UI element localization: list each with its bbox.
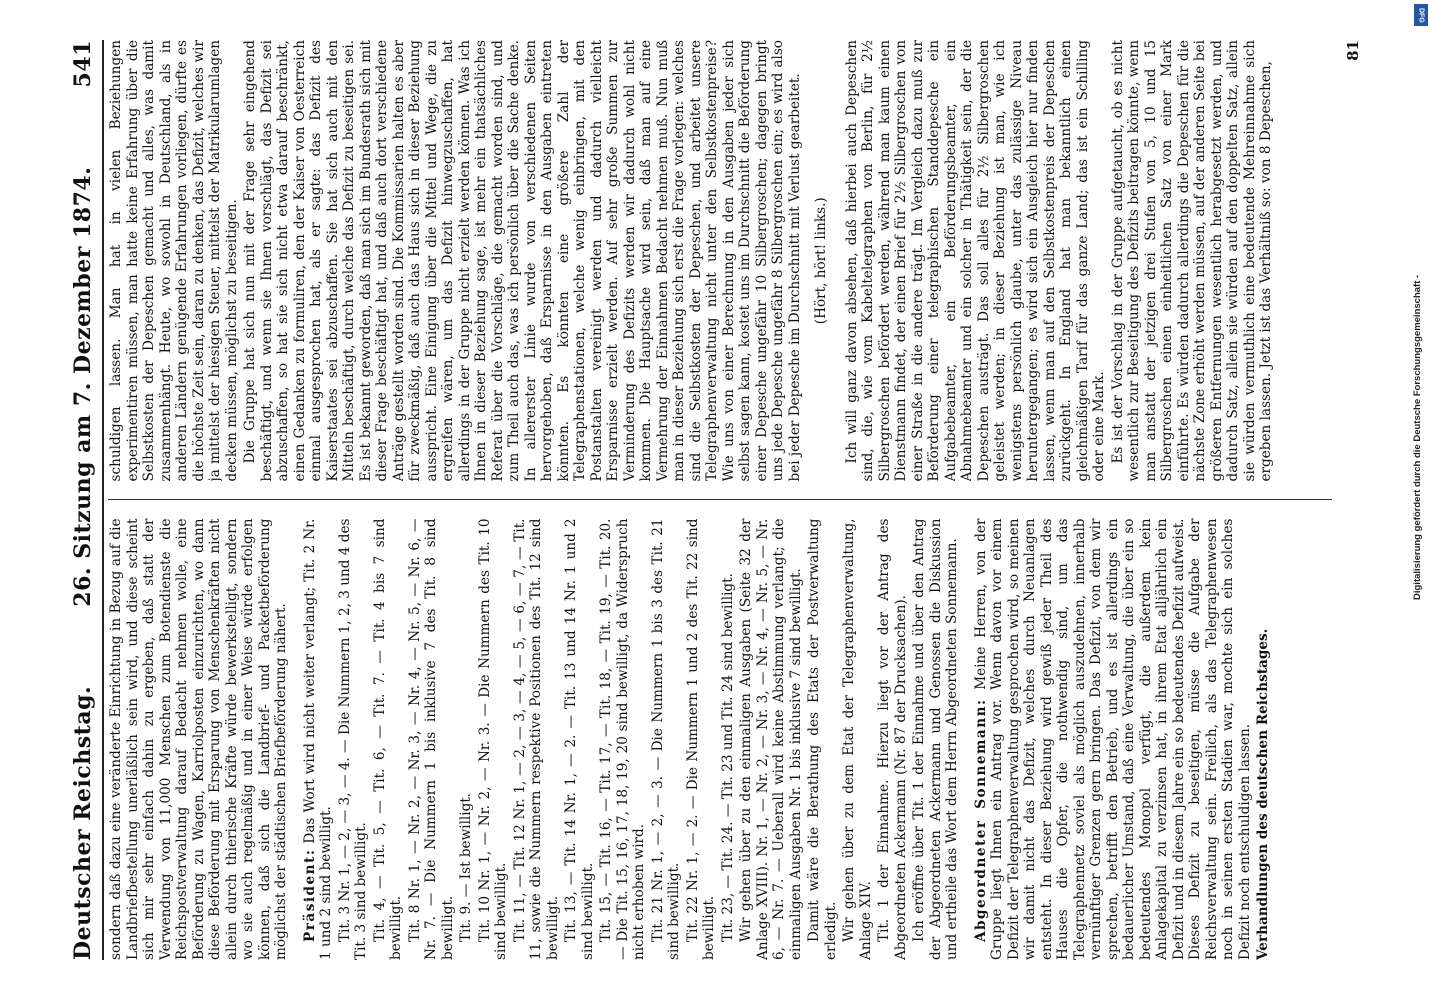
speaker-label: Präsident: — [301, 848, 318, 942]
paragraph: Tit. 8 Nr. 1, — Nr. 2, — Nr. 3, — Nr. 4, — Nr. 5, — Nr. 6, — Nr. 7. — Die Nummern 1 bis inklusive 7 des Tit. 8 sind bewilligt. — [406, 518, 456, 960]
dfg-logo: DFG — [1414, 4, 1428, 26]
digitization-note: Digitalisierung gefördert durch die Deutsche Forschungsgemeinschaft - — [1412, 274, 1423, 600]
paragraph — [302, 519, 335, 961]
paragraph: Tit. 4, — Tit. 5, — Tit. 6, — Tit. 7. — Tit. 4 bis 7 sind bewilligt. — [371, 518, 404, 960]
paragraph: Tit. 21 Nr. 1, — 2, — 3. — Die Nummern 1 bis 3 des Tit. 21 sind bewilligt. — [649, 518, 682, 960]
paragraph: Tit. 15, — Tit. 16, — Tit. 17, — Tit. 18, — Tit. 19, — Tit. 20. — Die Tit. 15, 16, 17, 18, 19, 20 sind bewilligt, da Widerspruch nicht erhoben wird. — [598, 518, 647, 960]
paragraph: Tit. 13, — Tit. 14 Nr. 1, — 2. — Tit. 13 und 14 Nr. 1 und 2 sind bewilligt. — [563, 518, 596, 960]
column-divider — [108, 500, 1332, 501]
paragraph: schuldigen lassen. Man hat in vielen Beziehungen experimentiren müssen, man hatte keine Erfahrung über die Selbstkosten der Depeschen gemacht und alles, was damit zusammenhängt. Heute, wo sowohl in Deutschland, als in anderen Ländern genügende Erfahrungen vorliegen, dürfte es die höchste Zeit sein, daran zu denken, das Defizit, welches wir ja mittelst der hiesigen Steuer, mittelst der Matrikularumlagen decken müssen, möglichst zu beseitigen. — [108, 40, 240, 482]
paragraph: Ich eröffne über Tit. 1 der Einnahme und über den Antrag der Abgeordneten Ackermann und Genossen die Diskussion und ertheile das Wort dem Herrn Abgeordneten Sonnemann. — [911, 518, 960, 960]
publication-title: Deutscher Reichstag. — [70, 685, 96, 960]
page-number: 541 — [70, 40, 96, 88]
paragraph: sondern daß dazu eine veränderte Einrichtung in Bezug auf die Landbriefbestellung unerläßlich sein wird, und diese scheint sich mir sehr einfach dahin zu ergeben, daß statt der Verwendung von 11,000 Menschen zum Botendienste die Reichspostverwaltung darauf Bedacht nehmen wolle, eine Beförderung zu Wagen, Karriolposten einzurichten, wo dann diese Beförderung mit Ersparung von Menschenkräften nicht allein durch thierische Kräfte würde bewerkstelligt, sondern wo sie auch regelmäßig und in einer Weise würde erfolgen können, daß sich die Landbrief- und Packetbeförderung möglichst der städtischen Briefbeförderung nähert. — [108, 518, 289, 960]
text-columns — [108, 40, 1332, 960]
left-column — [108, 519, 1332, 961]
paragraph: Tit. 3 Nr. 1, — 2, — 3, — 4. — Die Nummern 1, 2, 3 und 4 des Tit. 3 sind bewilligt. — [336, 518, 369, 960]
paragraph: Tit. 22 Nr. 1, — 2. — Die Nummern 1 und 2 des Tit. 22 sind bewilligt. — [684, 518, 717, 960]
speech-text: Das Wort wird nicht weiter verlangt; Tit. 2 Nr. 1 und 2 sind bewilligt. — [301, 518, 334, 960]
paragraph: Damit wäre die Berathung des Etats der Postverwaltung erledigt. — [806, 518, 839, 960]
paragraph: Tit. 1 der Einnahme. Hierzu liegt vor der Antrag des Abgeordneten Ackermann (Nr. 87 der Drucksachen). — [876, 518, 909, 960]
paragraph: Tit. 23, — Tit. 24. — Tit. 23 und Tit. 24 sind bewilligt. — [719, 573, 736, 942]
paragraph: Wir gehen über zu dem Etat der Telegraphenverwaltung, Anlage XIV. — [841, 518, 874, 960]
paragraph: Wir gehen über zu den einmaligen Ausgaben (Seite 32 der Anlage XVIII). Nr. 1, — Nr. 2, — Nr. 3, — Nr. 4, — Nr. 5, — Nr. 6, — Nr. 7. — Ueberall wird keine Abstimmung verlangt; die einmaligen Ausgaben Nr. 1 bis inklusive 7 sind bewilligt. — [738, 518, 804, 960]
speech-text: Meine Herren, von der Gruppe liegt Ihnen ein Antrag vor. Wenn davon vor einem Defizit der Telegraphenverwaltung gesprochen wird, so meinen wir damit nicht das Defizit, welches durch Neuanlagen entsteht. In dieser Beziehung wird gewiß jeder Theil des Hauses die Opfer, die nothwendig sind, um das Telegraphennetz soviel als möglich auszudehnen, innerhalb vernünftiger Grenzen gern bringen. Das Defizit, von dem wir sprechen, betrifft den Betrieb, und es ist allerdings ein bedauerlicher Umstand, daß eine Verwaltung, die über ein so bedeutendes Monopol verfügt, die außerdem kein Anlagekapital zu verzinsen hat, in ihrem Etat alljährlich ein Defizit und in diesem Jahre ein so bedeutendes Defizit aufweist. Dieses Defizit zu beseitigen, müsse die Aufgabe der Reichsverwaltung sein. Freilich, als das Telegraphenwesen noch in seinen ersten Stadien war, mochte sich ein solches Defizit noch entschuldigen lassen. — [972, 518, 1253, 960]
paragraph: Es ist der Vorschlag in der Gruppe aufgetaucht, ob es nicht wesentlich zur Beseitigung des Defizits beitragen könnte, wenn man anstatt der jetzigen drei Stufen von 5, 10 und 15 Silbergroschen einen einheitlichen Satz von einer Mark einführte. Es würden dadurch allerdings die Depeschen für die nächste Zone erhöht werden müssen, auf der anderen Seite bei größeren Entfernungen wesentlich herabgesetzt werden, und dadurch Satz, allein sie würden auf den doppelten Satz, allein sie würden vermuthlich eine bedeutende Mehreinnahme sich ergeben lassen. Jetzt ist das Verhältniß so: von 8 Depeschen, — [1109, 40, 1274, 482]
paragraph — [973, 519, 1254, 961]
signature-mark: 81 — [1344, 40, 1362, 61]
paragraph: Tit. 10 Nr. 1, — Nr. 2, — Nr. 3. — Die Nummern des Tit. 10 sind bewilligt. — [476, 518, 509, 960]
speaker-label: Abgeordneter Sonnemann: — [972, 698, 989, 942]
right-column — [108, 40, 1332, 482]
paragraph: Ich will ganz davon absehen, daß hierbei auch Depeschen sind, die, wie vom Kabeltelegraphen von Berlin, für 2½ Silbergroschen befördert werden, während man kaum einen Dienstmann findet, der einen Brief für 2½ Silbergroschen von einer Straße in die andere trägt. Im Vergleich dazu muß zur Beförderung einer telegraphischen Standdepesche ein Aufgabebeamter, ein Beförderungsbeamter, ein Abnahmebeamter und ein solcher in Thätigkeit sein, der die Depeschen austrägt. Das soll alles für 2½ Silbergroschen geleistet werden; in dieser Beziehung ist man, wie ich wenigstens persönlich glaube, unter das zulässige Niveau heruntergegangen; es wird sich ein Ausgleich hier nur finden lassen, wenn man auf den Selbstkostenpreis der Depeschen zurückgeht. In England hat man bekanntlich einen gleichmäßigen Tarif für das ganze Land; das ist ein Schilling oder eine Mark. — [843, 40, 1107, 482]
interjection: (Hört, hört! links.) — [813, 197, 829, 325]
session-title: 26. Sitzung am 7. Dezember 1874. — [70, 166, 96, 607]
footer-line: Verhandlungen des deutschen Reichstages. — [1255, 628, 1271, 960]
page-header — [56, 40, 104, 960]
digitization-sidebar — [1410, 0, 1432, 1000]
paragraph: Die Gruppe hat sich nun mit der Frage sehr eingehend beschäftigt, und wenn sie Ihnen vorschlägt, das Defizit sei abzuschaffen, so hat sie sich nicht etwa darauf beschränkt, einen Gedanken zu formuliren, den der Kaiser von Oesterreich einmal ausgesprochen hat, als er sagte: das Defizit des Kaiserstaates sei abzuschaffen. Sie hat sich auch mit den Mitteln beschäftigt, durch welche das Defizit zu beseitigen sei. Es ist bekannt geworden, daß man sich im Bundesrath sich mit dieser Frage beschäftigt hat, und daß auch dort verschiedene Anträge gestellt worden sind. Die Kommissarien halten es aber für zweckmäßig, daß auch das Haus sich in dieser Beziehung ausspricht. Eine Einigung über die Mittel und Wege, die zu ergreifen wären, um das Defizit hinwegzuschaffen, hat allerdings in der Gruppe nicht erzielt werden können. Was ich Ihnen in dieser Beziehung sage, ist mehr ein thatsächliches Referat über die Vorschläge, die gemacht worden sind, und zum Theil auch das, was ich persönlich über die Sache denke. In allererster Linie wurde von verschiedenen Seiten hervorgehoben, daß Ersparnisse in den Ausgaben eintreten könnten. Es könnten eine größere Zahl der Telegraphenstationen, welche wenig einbringen, mit den Postanstalten vereinigt werden und dadurch vielleicht Ersparnisse erzielt werden. Auf sehr große Summen zur Verminderung des Defizits werden wir dadurch wohl nicht kommen. Die Hauptsache wird sein, daß man auf eine Vermehrung der Einnahmen Bedacht nehmen muß. Nun muß man in dieser Beziehung sich erst die Frage vorlegen: welches sind die Selbstkosten der Depeschen, und arbeitet unsere Telegraphenverwaltung nicht unter den Selbstkostenpreise? Wie uns von einer Berechnung in den Ausgaben jeder sich selbst sagen kann, kostet uns im Durchschnitt die Beförderung einer Depesche ungefähr 10 Silbergroschen; dagegen bringt uns jede Depesche ungefähr 8 Silbergroschen ein; es wird also bei jeder Depesche im Durchschnitt mit Verlust gearbeitet. — [242, 40, 803, 482]
paragraph: Tit. 9. — Ist bewilligt. — [458, 792, 474, 942]
paragraph: Tit. 11, — Tit. 12 Nr. 1, — 2, — 3, — 4, — 5, — 6, — 7, — Tit. 11, sowie die Nummern respektive Positionen des Tit. 12 sind bewilligt. — [511, 518, 561, 960]
